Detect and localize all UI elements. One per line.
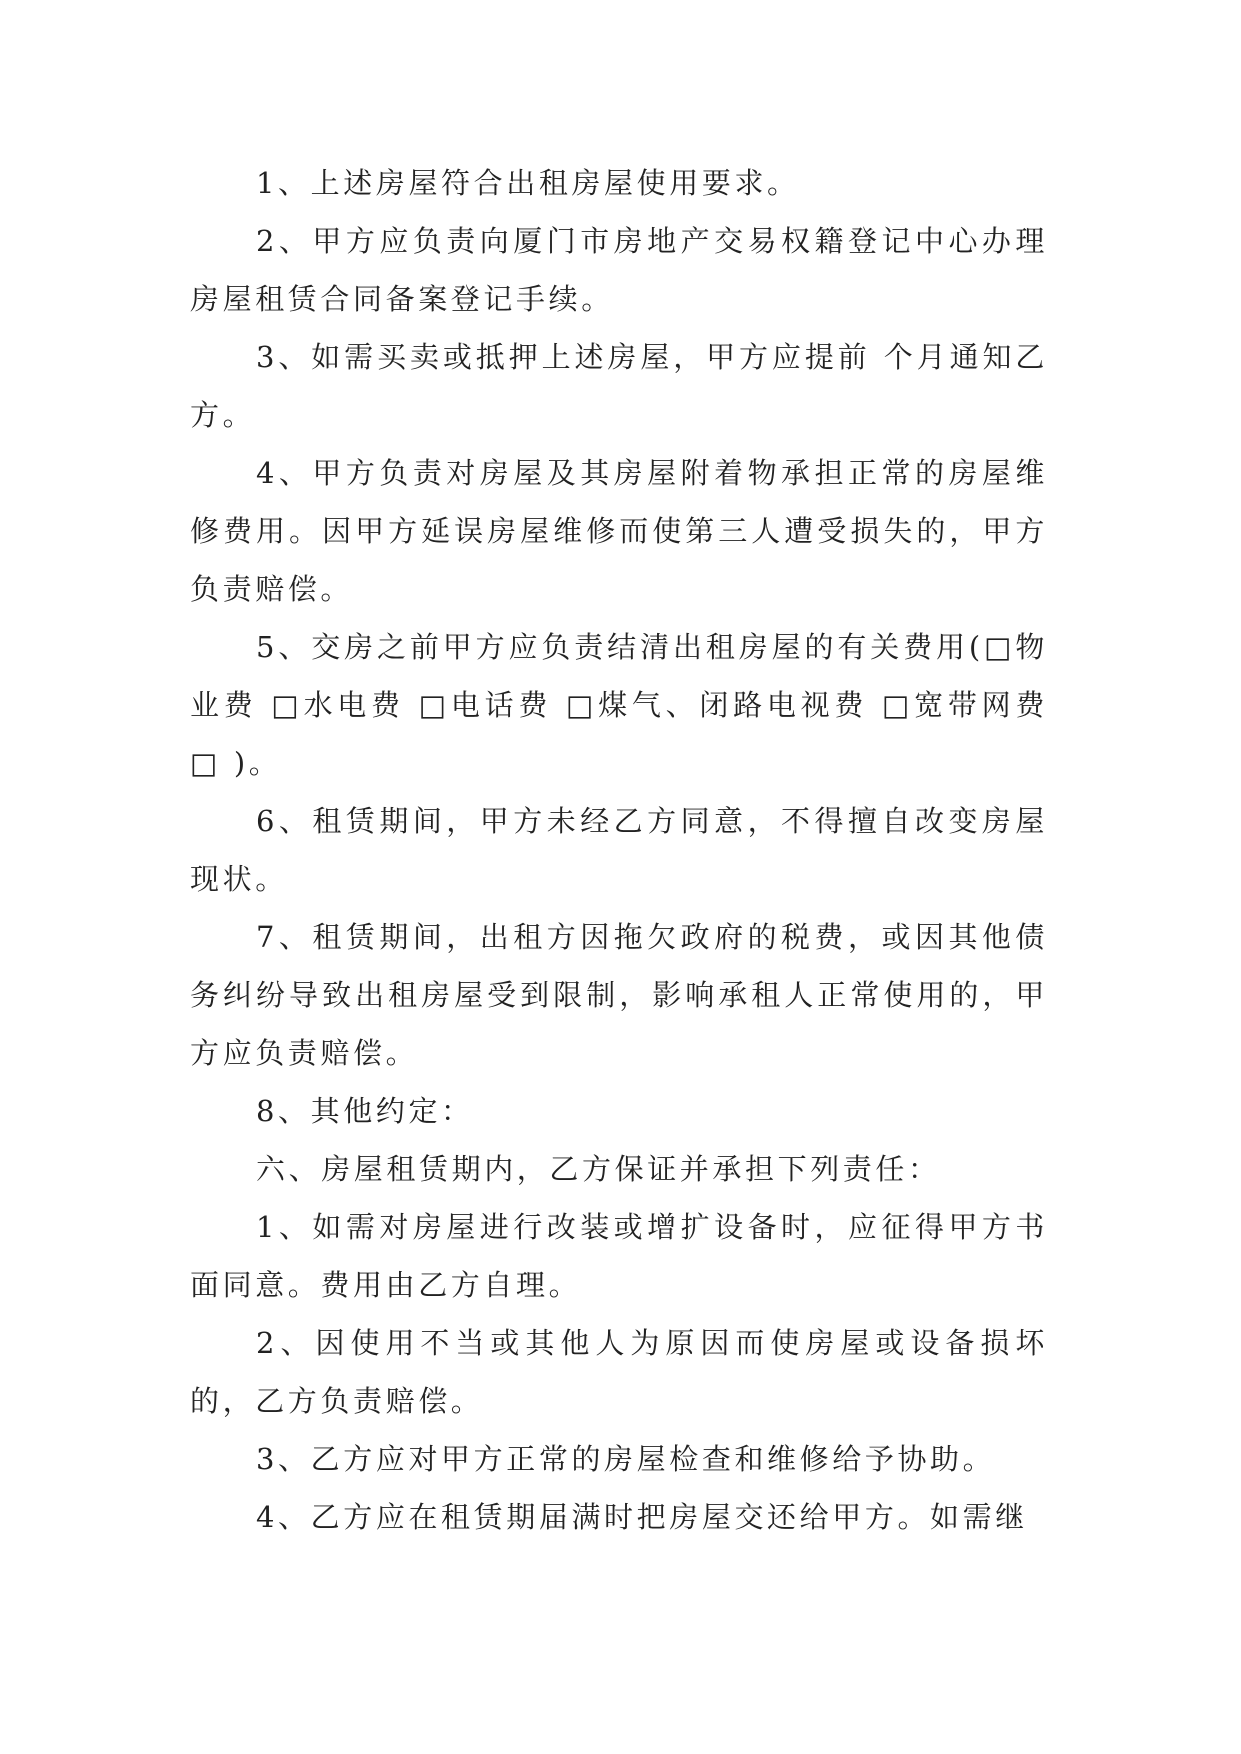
- paragraph-lessor-duty-6: 6、租赁期间，甲方未经乙方同意，不得擅自改变房屋现状。: [190, 804, 1048, 896]
- paragraph-lessor-duty-7: 7、租赁期间，出租方因拖欠政府的税费，或因其他债务纠纷导致出租房屋受到限制，影响承租人正常使用的，甲方应负责赔偿。: [190, 920, 1048, 1070]
- paragraph-lessor-duty-1: 1、上述房屋符合出租房屋使用要求。: [256, 166, 800, 200]
- paragraph-lessee-duty-4: 4、乙方应在租赁期届满时把房屋交还给甲方。如需继: [256, 1500, 1028, 1534]
- paragraph-lessor-duty-5: 5、交房之前甲方应负责结清出租房屋的有关费用(□物业费 □水电费 □电话费 □煤气、闭路电视费 □宽带网费 □ )。: [190, 630, 1061, 780]
- paragraph-lessor-duty-3: 3、如需买卖或抵押上述房屋，甲方应提前 个月通知乙方。: [190, 340, 1048, 432]
- paragraph-lessee-duty-1: 1、如需对房屋进行改装或增扩设备时，应征得甲方书面同意。费用由乙方自理。: [190, 1210, 1048, 1302]
- paragraph-lessee-duty-3: 3、乙方应对甲方正常的房屋检查和维修给予协助。: [256, 1442, 996, 1476]
- section-heading-lessee-duties: 六、房屋租赁期内，乙方保证并承担下列责任：: [256, 1152, 941, 1186]
- document-body: [190, 154, 1061, 1546]
- paragraph-lessor-duty-8: 8、其他约定：: [256, 1094, 474, 1128]
- paragraph-lessor-duty-2: 2、甲方应负责向厦门市房地产交易权籍登记中心办理房屋租赁合同备案登记手续。: [190, 224, 1048, 316]
- paragraph-lessor-duty-4: 4、甲方负责对房屋及其房屋附着物承担正常的房屋维修费用。因甲方延误房屋维修而使第三人遭受损失的，甲方负责赔偿。: [190, 456, 1048, 606]
- paragraph-lessee-duty-2: 2、因使用不当或其他人为原因而使房屋或设备损坏的，乙方负责赔偿。: [190, 1326, 1048, 1418]
